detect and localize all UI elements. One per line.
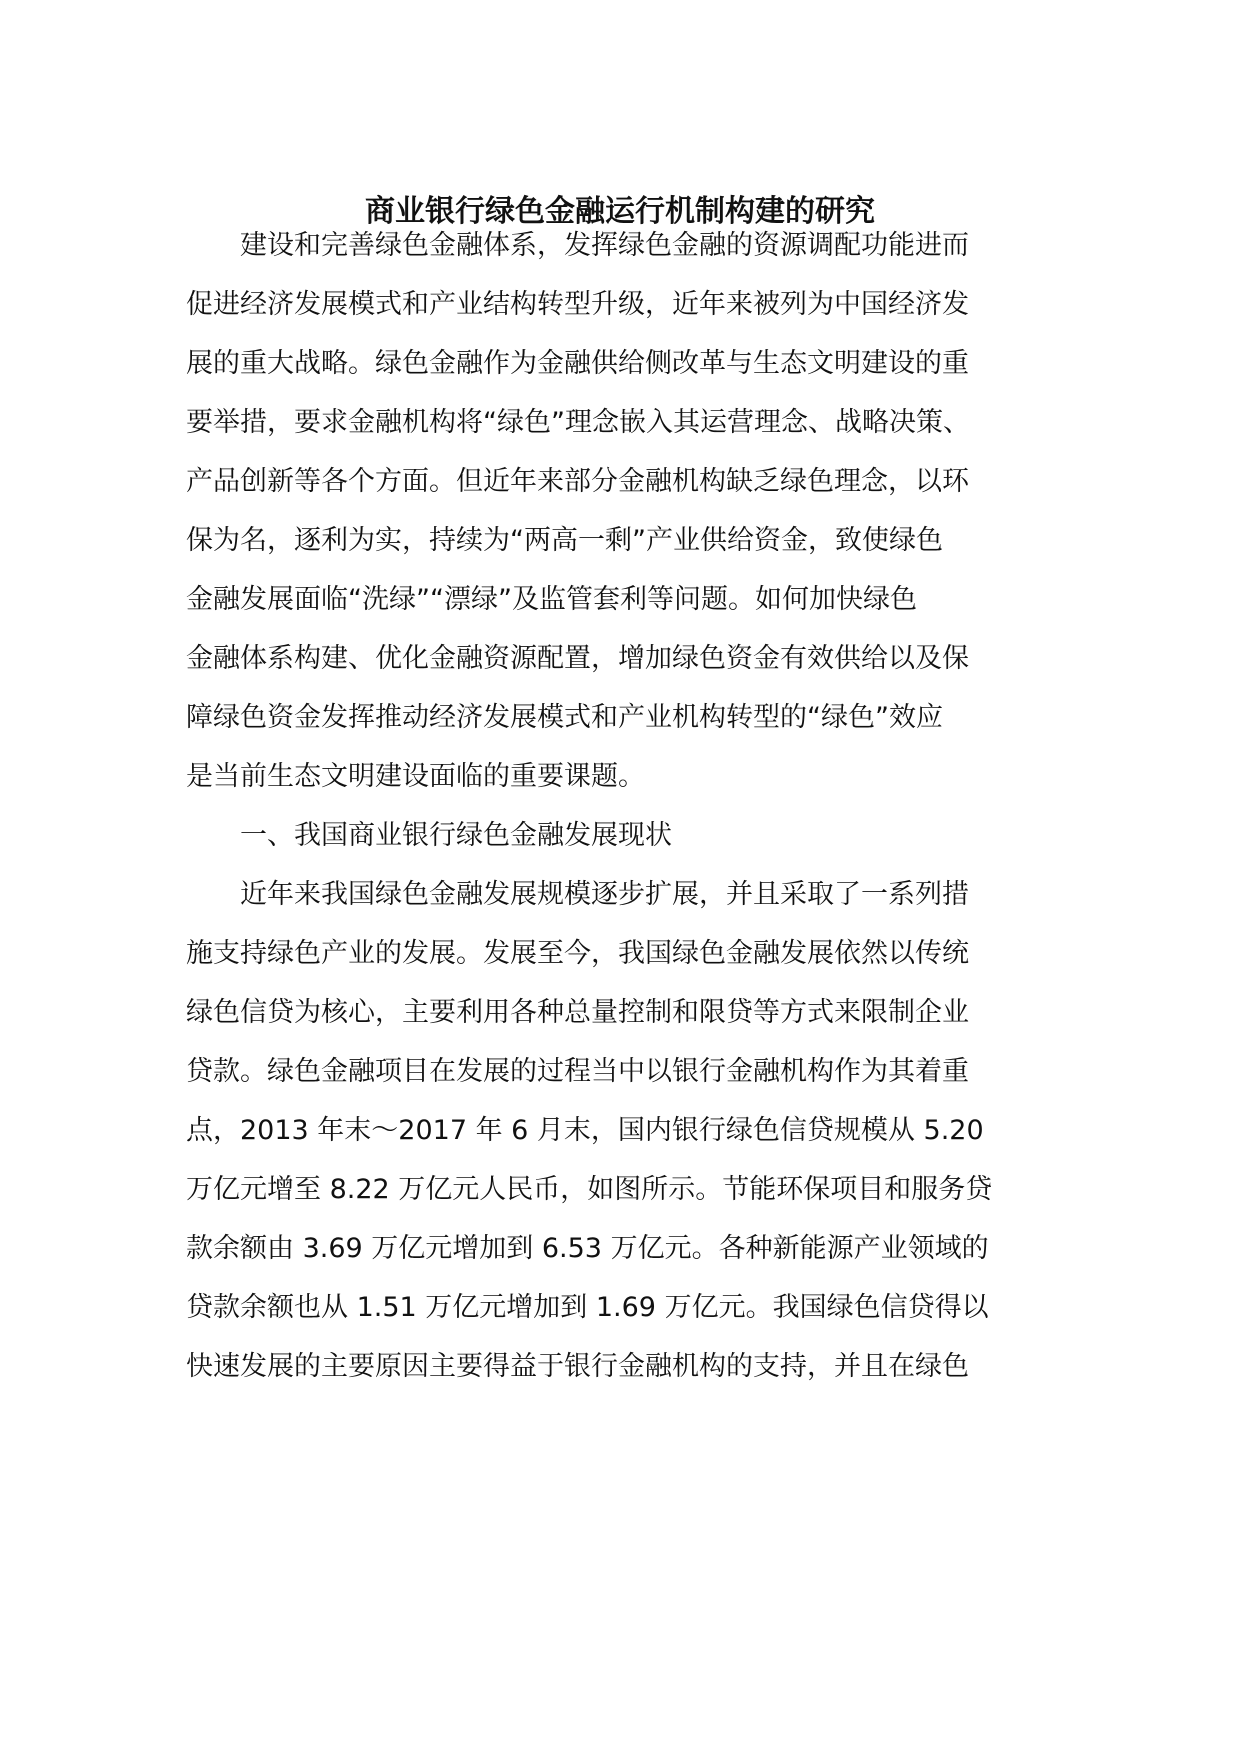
paragraph-line: 要举措，要求金融机构将“绿色”理念嵌入其运营理念、战略决策、: [186, 407, 970, 438]
paragraph-line: 近年来我国绿色金融发展规模逐步扩展，并且采取了一系列措: [240, 879, 969, 910]
section-heading: 一、我国商业银行绿色金融发展现状: [240, 820, 672, 851]
paragraph-line: 绿色信贷为核心，主要利用各种总量控制和限贷等方式来限制企业: [186, 997, 969, 1028]
paragraph-line: 产品创新等各个方面。但近年来部分金融机构缺乏绿色理念，以环: [186, 466, 969, 497]
paragraph-line: 障绿色资金发挥推动经济发展模式和产业机构转型的“绿色”效应: [186, 702, 943, 733]
paragraph-line: 万亿元增至 8.22 万亿元人民币，如图所示。节能环保项目和服务贷: [186, 1174, 993, 1205]
paragraph-line: 保为名，逐利为实，持续为“两高一剩”产业供给资金，致使绿色: [186, 525, 943, 556]
paragraph-line: 是当前生态文明建设面临的重要课题。: [186, 761, 645, 792]
paragraph-line: 快速发展的主要原因主要得益于银行金融机构的支持，并且在绿色: [186, 1351, 969, 1382]
paragraph-line: 贷款。绿色金融项目在发展的过程当中以银行金融机构作为其着重: [186, 1056, 969, 1087]
paragraph-line: 贷款余额也从 1.51 万亿元增加到 1.69 万亿元。我国绿色信贷得以: [186, 1292, 989, 1323]
paragraph-line: 款余额由 3.69 万亿元增加到 6.53 万亿元。各种新能源产业领域的: [186, 1233, 989, 1264]
paragraph-line: 展的重大战略。绿色金融作为金融供给侧改革与生态文明建设的重: [186, 348, 969, 379]
paragraph-line: 金融体系构建、优化金融资源配置，增加绿色资金有效供给以及保: [186, 643, 969, 674]
paragraph-line: 促进经济发展模式和产业结构转型升级，近年来被列为中国经济发: [186, 289, 969, 320]
paragraph-line: 建设和完善绿色金融体系，发挥绿色金融的资源调配功能进而: [240, 230, 969, 261]
paragraph-line: 施支持绿色产业的发展。发展至今，我国绿色金融发展依然以传统: [186, 938, 969, 969]
paragraph-line: 金融发展面临“洗绿”“漂绿”及监管套利等问题。如何加快绿色: [186, 584, 917, 615]
paragraph-line: 点，2013 年末～2017 年 6 月末，国内银行绿色信贷规模从 5.20: [186, 1115, 984, 1146]
document-title: 商业银行绿色金融运行机制构建的研究: [365, 194, 875, 229]
